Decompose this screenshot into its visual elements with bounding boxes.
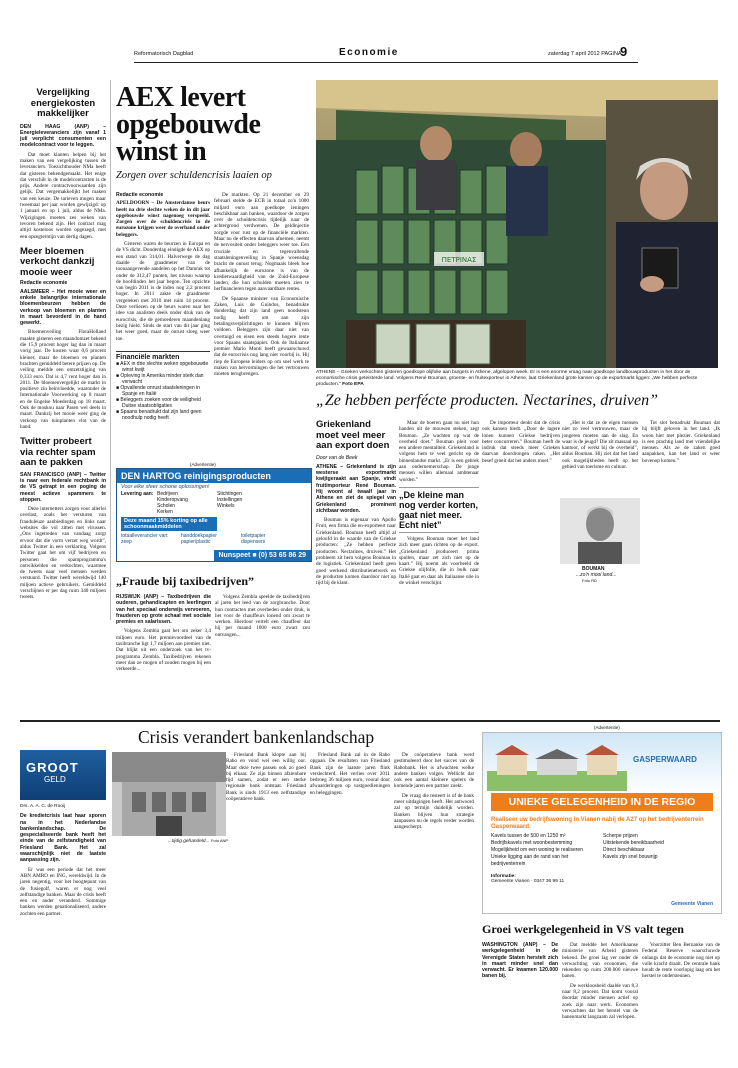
main-subtitle: Zorgen over schuldencrisis laaien op (116, 170, 272, 181)
griek-col-5 (642, 420, 720, 464)
sidebar-list-item: ■ Opleving in Amerika minder sterk dan verwacht (116, 373, 204, 385)
griek-lead: ATHENE – Griekenland is zijn westerse exportmarkt kwijtgeraakt aan Spanje, vindt fruitimporteur René Bouman. Hij woont al twaalf jaar in Athene en ziet de spiegel van Griekenland prominent zichtbaar worden. (316, 463, 396, 514)
griek-body-5: „Het is dat ze de eigen mensen niet zo veel vertrouwen, maar de jongeren moeten aan de slag. En waar is de jeugd? Die zit massaal op kantoor, of werkt bij de overheid”, aldus Bouman. Hij ziet dat het land ook mogelijkheden heeft op het gebied van toerisme en cultuur. (562, 420, 638, 471)
vs-col-3 (642, 942, 720, 980)
vs-col-2 (562, 942, 638, 1021)
ad2-footer-logo: Gemeente Vianen (671, 901, 713, 907)
taxi-col-1 (116, 594, 211, 673)
ad1-delivery-list (157, 491, 217, 515)
main-body-3: De Spaanse minister van Economische Zaken, Luis de Guindos, benadrukte donderdag dat zijn land geen noodsteun nodig heeft om aan zijn betalingsverplichtingen te kunnen blijven voldoen. Beleggers zijn daar niet van overtuigd en eisen een steeds hogere rente voor Spaans staatspapier. Ook de Italiaanse premier Mario Monti heeft gewaarschuwd dat de eurocrisis nog lang niet voorbij is. Hij riep de Europese leiders op om snel werk te maken van hervormingen die het vertrouwen moeten terugbrengen. (214, 295, 309, 378)
header-paper: Reformatorisch Dagblad (134, 51, 194, 57)
ad1-product-item: totaalleverancier van: (121, 533, 169, 539)
main-title: AEX levert opgebouwde winst in (116, 82, 261, 167)
ad1-delivery-item: Kerken (157, 509, 173, 515)
ad2-list-1 (491, 833, 603, 868)
ad2-list-item: Kavels tussen de 500 en 1250 m² (491, 833, 566, 839)
photo-shelf-label: ΠΕΤΡΙΝΑΣ (441, 256, 477, 264)
griek-body-4: De importeur denkt dat de crisis ook kansen biedt. „Door de lagere lonen kunnen Griekse bedrijven beter concurreren.” Bouman heeft de indruk dat steeds meer Grieken daarvan doordrongen raken. „Het besef groeit dat het anders moet.” (482, 420, 560, 464)
main-body-2: De markten. Op 21 december en 29 februari stelde de ECB in totaal zo'n 1000 miljard euro aan goedkope leningen beschikbaar aan banken, waardoor de zorgen over de schuldencrisis tijdelijk naar de achtergrond verdwenen. De geldinjectie zorgde voor rust op de financiële markten. Maar nu de effecten daarvan afnemen, neemt de nervositeit onder beleggers weer toe. Een cruciale en tegenvallende staatsleningenveiling in Spanje woensdag bracht de onrust terug. Nogmaals bleek hoe afhankelijk de eurozone is van de kredietwaardigheid van de Zuid-Europese landen, die hun schulden moeten zien te herfinancieren tegen aanvaardbare rentes. (214, 192, 309, 293)
vs-title: Groei werkgelegenheid in VS valt tegen (482, 922, 684, 936)
ad1-marker: (Advertentie) (190, 462, 216, 467)
ad1-product-item: toiletpapier (241, 533, 266, 539)
ad2-contact: Gemeente Vianen · 0347 36 99 11 (491, 879, 565, 884)
vs-lead: WASHINGTON (ANP) – De werkgelegenheid in de Verenigde Staten herstelt zich in maart minder snel dan verwacht. Er kwamen 120.000 banen bij. (482, 942, 558, 980)
bank-lead: De kredietcrisis laat haar sporen na in het Nederlandse bankenlandschap. De gespecialiseerde bank heeft het einde van de zelfstandigheid van Friesland Bank. Het zal waarschijnlijk niet de laatste aanpassing zijn. (20, 813, 106, 864)
ad2-banner: UNIEKE GELEGENHEID IN DE REGIO (491, 793, 713, 811)
griek-quote-headline: „Ze hebben perfécte producten. Nectarines, druiven” (316, 392, 658, 409)
portrait-name: BOUMAN (582, 566, 605, 572)
ad1-delivery-item: Winkels (217, 503, 235, 509)
header-page-number: 9 (620, 44, 628, 59)
bank-body-4: De coöperatieve bank werd gestimuleerd door het succes van de Rabobank. Het is afwachten welke andere banken volgen. Wellicht dat ook een aantal kleinere spelers de komende jaren een partner zoekt. (394, 752, 474, 790)
griek-col-2 (399, 420, 479, 586)
ad1-product-item: dispensers (241, 539, 266, 545)
ad1-delivery-item: Instellingen (217, 497, 243, 503)
taxi-title: „Fraude bij taxibedrijven” (116, 574, 254, 588)
sidebar-list-item: ■ Spaans benadrukt dat zijn land geen noodhulp nodig heeft (116, 409, 202, 421)
ad2-header (483, 733, 721, 793)
ad1-product-item: papier/plastic (181, 539, 211, 545)
sidebar-list-item: ■ Opvallende onrust staatsleningen in Spanje en Italië (116, 385, 200, 397)
bank-title: Crisis verandert bankenlandschap (138, 727, 375, 747)
ad2-list-item: Direct beschikbaar (603, 847, 645, 853)
main-col-1 (116, 192, 210, 342)
ad1-delivery-list-2 (217, 491, 277, 515)
bank-col-3 (310, 752, 390, 796)
ad2-list-2 (603, 833, 713, 868)
logo-groot: GROOT (26, 760, 79, 775)
bank-col-1 (20, 804, 106, 917)
financial-sidebar-list (116, 361, 210, 421)
photo-market-image (316, 80, 718, 368)
main-lead: APELDOORN – De Amsterdamse beurs heeft na drie slechte weken de in dit jaar opgebouwde winst nagenoeg verspeeld. Zorgen over de schuldencrisis in de eurozone krijgen weer de overhand onder beleggers. (116, 200, 210, 238)
vs-body-2: De werkloosheid daalde van 8,3 naar 8,2 procent. Dat komt vooral doordat minder mensen actief op zoek zijn naar werk. Economen verwachten dat het herstel van de banenmarkt langzaam zal verlopen. (562, 982, 638, 1021)
ad-den-hartog[interactable] (116, 468, 312, 562)
photo-market (316, 80, 718, 368)
portrait-bouman (560, 498, 640, 564)
taxi-body-2: Volgens Zembla speelde de taxibedrijven al jaren het leed van de zorgbranche. Door hun contracten met overheden onder druk, is het voor de chauffeurs lonend om zwart te werken. Hierdoor vertelt een chauffeur dat hij per maand 1000 euro zwart zou ontvangen... (215, 594, 310, 638)
vs-body-1: Dat meldde het Amerikaanse ministerie van Arbeid gisteren bekend. De groei lag ver onder de verwachting van economen, die rekenden op ruim 200.000 nieuwe banen. (562, 942, 638, 980)
ad1-product-item: zeep (121, 539, 132, 545)
article-flowers-title: Meer bloemen verkocht dankzij mooie weer (20, 245, 95, 278)
photo-caption-text: ATHENE – Grieken verkochten gisteren goedkope olijfolie aan burgers in Athene, afgelopen week. Er is een enorme vraag naar goedkope landbouwproducten in het door de economische crisis geteisterde land. Volgens René Bouman, groente- en fruitexporteur in Athene, laat Griekenland grote kansen op de exportmarkt liggen: „We hebben perfecte producten.” (316, 370, 698, 387)
photo-bank (112, 752, 226, 836)
bank-body-2: Friesland Bank klopte aan bij Rabo en vond wel een willig oor. Maar deze twee passen ook zo goed bij elkaar. Ze zijn binnen afzienbare tijd samen, zodat er een sterke regionale bank ontstaat. Friesland Bank is sinds 1913 een zelfstandige coöperatieve bank. (226, 752, 306, 803)
ad2-marker: (Advertentie) (594, 725, 620, 730)
ad1-phone: Nunspeet ■ (0) 53 65 86 29 (214, 550, 312, 561)
ad1-delivery-item: Bedrijven (157, 491, 178, 497)
bank-col-4 (394, 752, 474, 831)
header-section: Economie (339, 47, 399, 58)
header-page-word: PAGINA (601, 51, 622, 57)
ad2-lists (483, 833, 721, 868)
griek-title: Griekenland moet veel meer aan export doen (316, 419, 390, 451)
article-energy-title: Vergelijking energiekosten makkelijker (30, 87, 96, 119)
article-energy-body: Dat moet klanten helpen bij het maken van een vergelijking tussen de leveranciers. Toezichthouder NMa heeft dat gisteren bekendgemaakt. Het enige dat verschilt in de modelcontracten is de prijs. Andere contractvoorwaarden zijn gelijk. Dat vergemakkelijkt het maken van een keuze. De tarieven mogen maar tweemaal per jaar worden gewijzigd: op 1 januari en op 1 juli, aldus de NMa. Wijzigingen moeten zes weken van tevoren bekend zijn. Het contract mag altijd kosteloos worden opgezegd, met een opzegtermijn van dertig dagen. (20, 151, 106, 240)
portrait-bouman-image (560, 498, 640, 564)
taxi-body-1: Volgens Zembla gaat het om zeker 3,4 miljoen euro. Het premievoordeel van de taxibranche ligt 1,7 miljoen aan premies niet. Dat blijkt uit een onderzoek van het tv-programma Zembla. Taxibedrijven rekenen meer dan ze mogen of zouden mogen bij een verkeerde... (116, 628, 211, 673)
financial-sidebar-title: Financiële markten (116, 354, 180, 361)
ad1-promo: Deze maand 15% korting op alle schoonmaakmiddelen (121, 517, 217, 531)
main-byline: Redactie economie (116, 192, 164, 198)
main-body-1: Gisteren waren de beurzen in Europa en de VS dicht. Donderdag eindigde de AEX op een stand van 314,01. Halverwege de dag daalde de graadmeter van de toonaangevende aandelen op het Damrak tot onder de 312,47 punten, het niveau waarop de hoofdindex het jaar begon. Ten opzichte van begin 2011 is de index nog 2,2 procent hoger. In 2011 zakte de graadmeter vergeleken met 2010 met ruim 14 procent. Deze verliezen op de beurs waren naar het idee van analisten deels onder druk van de eurocrisis, die de gemoederen maandenlang bezig hield. Sinds de start van dit jaar ging het weer goed, maar de onrust sloeg weer toe. (116, 241, 210, 342)
ad2-list-item: Kavels zijn snel bouwrijp (603, 854, 658, 860)
ad2-list-item: Unieke ligging aan de rand van het bedrijventerrein (491, 854, 569, 867)
photo-bank-caption-text: ...tijdig gehandeld... (168, 839, 210, 844)
griek-byline: Door van de Beek (316, 454, 358, 461)
article-flowers-lead: AALSMEER – Het mooie weer en enkele belangrijke internationale bloemenbeurzen hebben de verkoop van bloemen en planten in maart bevorderd in de hand gewerkt. (20, 288, 106, 327)
bank-body-3: Friesland Bank zal in de Rabo opgaan. De resultaten van Friesland Bank zijn de laatste jaren flink verslechterd. Het verlies over 2011 bedroeg 36 miljoen euro, vooral door afwaarderingen op vastgoedleningen en beleggingen. (310, 752, 390, 796)
left-column (20, 88, 106, 601)
taxi-col-2 (215, 594, 310, 638)
photo-bank-caption (168, 838, 228, 844)
ad2-headline: Realiseer uw bedrijfswoning in Vianen nabij de A27 op het bedrijventerrein Gasperwaard. (491, 817, 704, 830)
logo-geld: GELD (44, 775, 66, 784)
article-flowers-byline: Redactie economie (20, 280, 68, 287)
griek-pullquote: „De kleine man nog verder korten, gaat niet meer. Echt niet” (399, 487, 479, 533)
vs-col-1 (482, 942, 558, 980)
article-twitter-lead: SAN FRANCISCO (ANP) – Twitter is naar een federale rechtbank in de VS getrapt in een poging de meest actieve spammers te stoppen. (20, 471, 106, 503)
griek-col-3 (482, 420, 560, 464)
photo-caption (316, 370, 718, 388)
ad2-logo: GASPERWAARD (633, 755, 697, 764)
taxi-lead: RIJSWIJK (ANP) – Taxibedrijven die ouderen, gehandicapten en leerlingen van het speciaal onderwijs vervoeren, frauderen op grote schaal met sociale premies en salarissen. (116, 594, 211, 626)
ad1-delivery-item: Stichtingen (217, 491, 242, 497)
ad2-list-item: Uitstekende bereikbaarheid (603, 840, 664, 846)
bank-col-2 (226, 752, 306, 802)
ad-gasperwaard[interactable] (482, 732, 722, 914)
sidebar-list-item: ■ Beleggers zoeken voor de veiligheid Duitse staatsobligaties (116, 397, 201, 409)
financial-sidebar (116, 351, 210, 421)
ad1-products (117, 533, 311, 545)
bank-body-1: Er was een periode dat het meer ABN AMRO en ING, wereldwijd. In de jaren negentig, voor het hoogtepunt van de fusiegolf, waren er nog veel zelfstandige banken. Maar de crisis heeft een en ander veranderd. Sommige banken werden genationaliseerd, andere zochten een partner. (20, 866, 106, 917)
photo-bank-credit: Foto ANP (210, 838, 229, 843)
ad1-delivery-label: Levering aan: (121, 491, 154, 497)
ad2-list-item: Bedrijfskavels met woonbestemming (491, 840, 573, 846)
article-twitter-body: Deze internetters zorgen voor allerlei overlast, zoals het versturen van frauduleuze aanbiedingen en links naar websites die vol zitten met virussen. „Ons ingetreden van vandaag zorgt ervoor dat die vorm verzet weg wordt”, aldus Twitter in een verklaring. Volgens Twitter gaat het om vijf bedrijven en personen die spamprogramma's ontwikkelden en verkochten, waarmee de tweets naar veel mensen werden verstuurd. Twitter heeft wereldwijd 140 miljoen actieve gebruikers. Gemiddeld verschijnen er per dag ruim 340 miljoen tweets. (20, 506, 106, 601)
ad1-delivery-item: Kinderopvang (157, 497, 188, 503)
ad2-list-item: Mogelijkheid om een woning te realiseren (491, 847, 583, 853)
portrait-caption: ...zo'n mooi land... (576, 572, 617, 578)
griek-body-6: Tot slot benadrukt Bouman dat hij blijft geloven in het land. „Ik woon hier met plezier. Griekenland is een prachtig land met vriendelijke mensen. Als ze de zaken goed aanpakken, kan het land er weer bovenop komen.” (642, 420, 720, 464)
sidebar-list-item: ■ AEX in drie slechte weken opgebouwde winst kwijt (116, 361, 209, 373)
portrait-credit: Foto RD (582, 578, 597, 583)
photo-bank-image (112, 752, 226, 836)
header-date (548, 51, 622, 57)
griek-body-3: Volgens Bouman moet het land zich meer gaan richten op de export. „Griekenland produceert prima spullen, maar zet zich niet op de kaart.” Hij noemt als voorbeeld de Griekse olijfolie, die in bulk naar Italië gaat en daar als Italiaanse olie in de winkel verschijnt. (399, 535, 479, 587)
griek-col-4 (562, 420, 638, 470)
griek-col-1 (316, 420, 396, 586)
ad1-product-item: handdoekpapier (181, 533, 217, 539)
ad2-list-item: Scherpe prijzen (603, 833, 638, 839)
vs-body-3: Voorzitter Ben Bernanke van de Federal Reserve waarschuwde onlangs dat de economie nog niet op volle kracht draait. De centrale bank houdt de rente voorlopig laag om het herstel te ondersteunen. (642, 942, 720, 980)
ad2-info-label: Informatie: (491, 874, 516, 879)
header-date-text: zaterdag 7 april 2012 (548, 51, 600, 57)
article-energy-lead: DEN HAAG (ANP) – Energieleveranciers zijn vanaf 1 juli verplicht consumenten een modelcontract voor te leggen. (20, 123, 106, 149)
ad2-houses-illustration (487, 741, 627, 791)
griek-body-1: Bouman is eigenaar van Apollo Fruit, een firma die en-exporteert naar Griekenland. Bouman heeft altijd al geloofd in de waarde van de Griekse producten: „Ze hebben perfecte producten. Nectarines, druiven.” Het probleem zit hem volgens Bouman in de logistiek. Griekenland heeft geen goed werkend distributienetwerk en de producten komen daardoor niet op tijd bij de klant. (316, 517, 396, 587)
ad1-slogan: Voor elke sfeer schone oplossingen! (121, 484, 210, 490)
main-col-2 (214, 192, 309, 378)
ad1-title: DEN HARTOG reinigingsproducten (117, 469, 311, 483)
article-flowers-body: Bloemenveiling FloraHolland maakte gisteren een maandomzet bekend die 15,9 procent hoger lag dan in maart vorig jaar. De kosten waar 0,6 procent kleiner, maar de bloemen en planten brachten gemiddeld betere prijzen op. De veiling meldde een omzetstijging van 0,333 euro. Dat is 4,7 cent hoger dan in 2011. De bloemenvergelijkt de markt in positieve zin beïnvloedde, waaronder de Internationale Voorwerking op 8 maart en de Engelse Moederdag op 18 maart. Ook de moskou naar Pasen wel deels in maart. Dankzij het mooie weer ging de verkoop van tuinplanten vlot van de hand. (20, 329, 106, 430)
article-twitter-title: Twitter probeert via rechter spam aan te pakken (20, 436, 96, 469)
bank-body-5: De vraag die resteert is of de bank meer uitdagingen heeft. Het antwoord zal op termijn duidelijk worden. Banken blijven hun strategie aanpassen nu de regels verder worden aangescherpt. (394, 792, 474, 831)
photo-credit: Foto EPA (342, 381, 364, 387)
griek-body-2: Maar de boeren gaan nu niet hun handen uit de mouwen steken, zegt Bouman. „Ze wachten op wat de overheid doet.” Bouman pleit voor een andere mentaliteit. Griekenland is volgens hem te veel gericht op de binnenlandse markt. „Er is een gebrek aan ondernemerschap. De jonge mensen willen allemaal ambtenaar worden.” (399, 420, 479, 483)
groot-geld-logo (20, 750, 106, 800)
ad1-delivery-item: Scholen (157, 503, 176, 509)
ad1-delivery (117, 491, 311, 515)
bank-byline: Drs. A. A. C. de Rooij (20, 804, 66, 809)
